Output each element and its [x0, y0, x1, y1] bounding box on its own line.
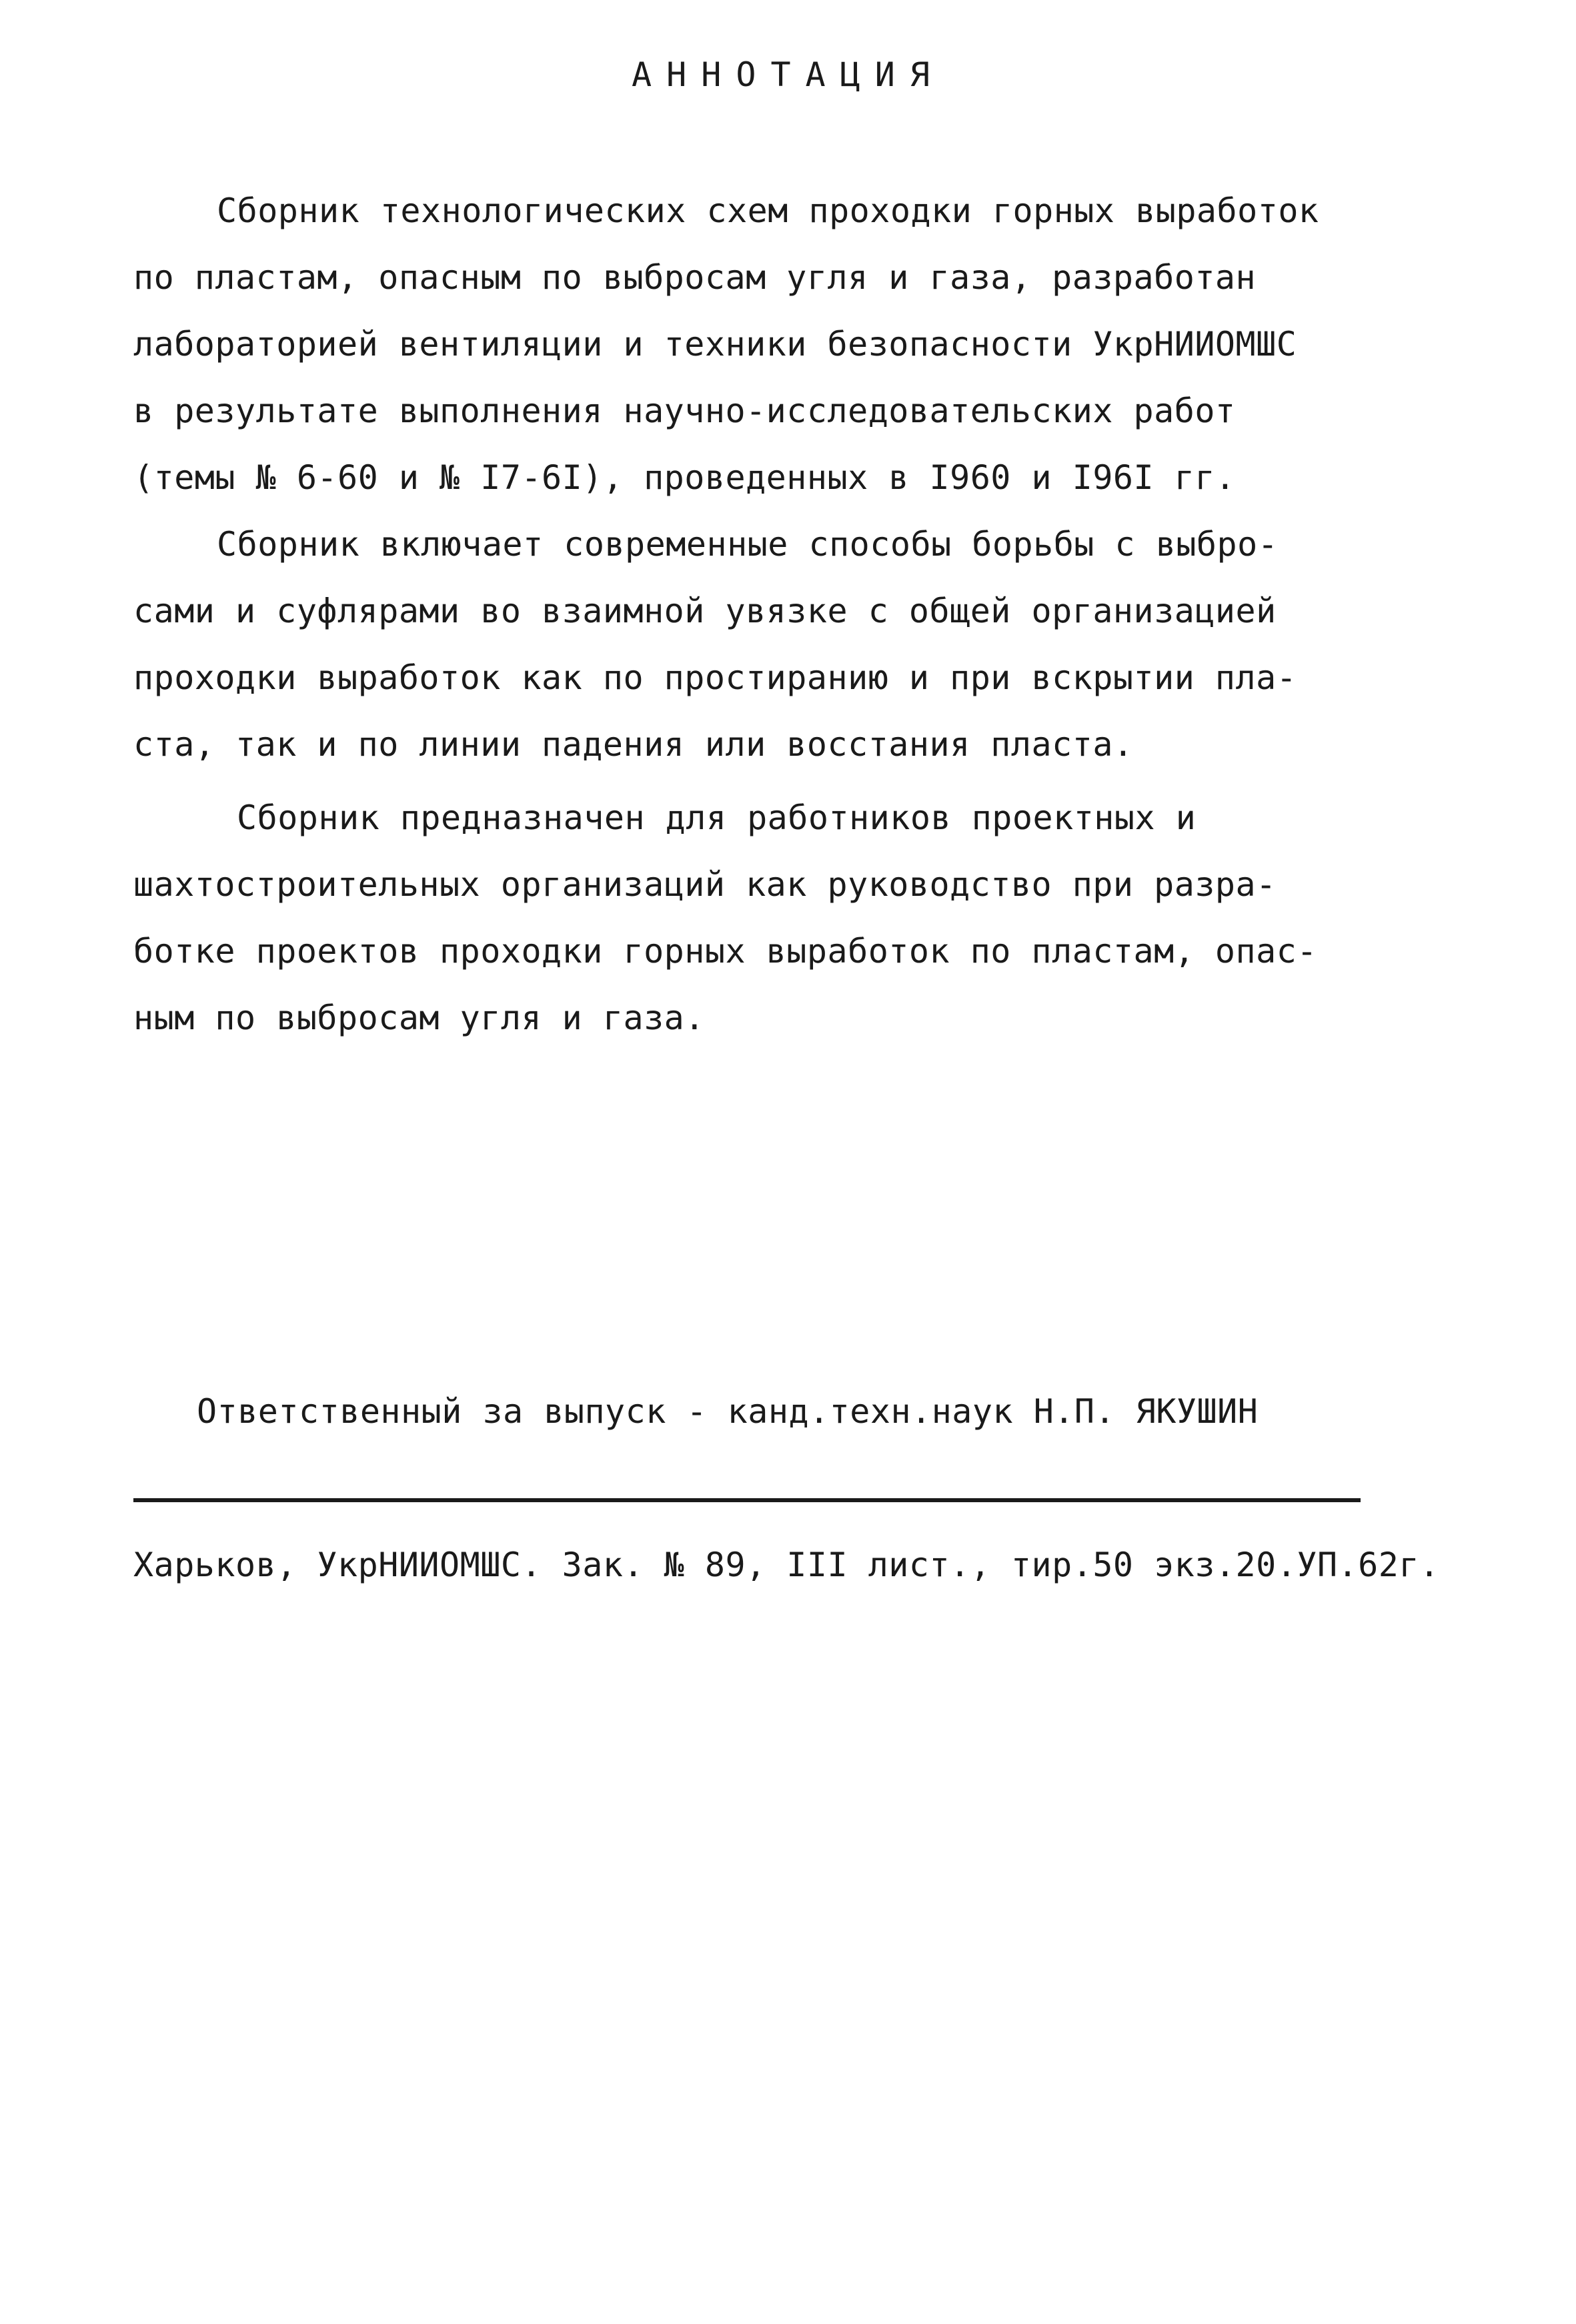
paragraph-1-line-5: (темы № 6-60 и № I7-6I), проведенных в I960 и I96I гг.: [133, 458, 1236, 497]
paragraph-3-line-1: Сборник предназначен для работников проектных и: [237, 798, 1197, 837]
responsible-editor: Ответственный за выпуск - канд.техн.наук Н.П. ЯКУШИН: [197, 1392, 1259, 1431]
paragraph-1-line-1: Сборник технологических схем проходки горных выработок: [217, 191, 1319, 230]
paragraph-2-line-2: сами и суфлярами во взаимной увязке с общей организацией: [133, 592, 1277, 630]
paragraph-1-line-4: в результате выполнения научно-исследовательских работ: [133, 392, 1236, 430]
paragraph-3-line-2: шахтостроительных организаций как руководство при разра-: [133, 865, 1277, 904]
paragraph-2-line-4: ста, так и по линии падения или восстания пласта.: [133, 725, 1134, 764]
imprint-line: Харьков, УкрНИИОМШС. Зак. № 89, III лист., тир.50 экз.20.УП.62г.: [133, 1546, 1440, 1584]
paragraph-1-line-2: по пластам, опасным по выбросам угля и газа, разработан: [133, 258, 1257, 297]
document-title: АННОТАЦИЯ: [632, 55, 944, 94]
paragraph-1-line-3: лабораторией вентиляции и техники безопасности УкрНИИОМШС: [133, 325, 1297, 364]
paragraph-3-line-4: ным по выбросам угля и газа.: [133, 999, 705, 1037]
paragraph-2-line-3: проходки выработок как по простиранию и при вскрытии пла-: [133, 658, 1297, 697]
paragraph-2-line-1: Сборник включает современные способы борьбы с выбро-: [217, 525, 1279, 564]
paragraph-3-line-3: ботке проектов проходки горных выработок по пластам, опас-: [133, 932, 1317, 971]
divider-rule: [133, 1498, 1361, 1502]
